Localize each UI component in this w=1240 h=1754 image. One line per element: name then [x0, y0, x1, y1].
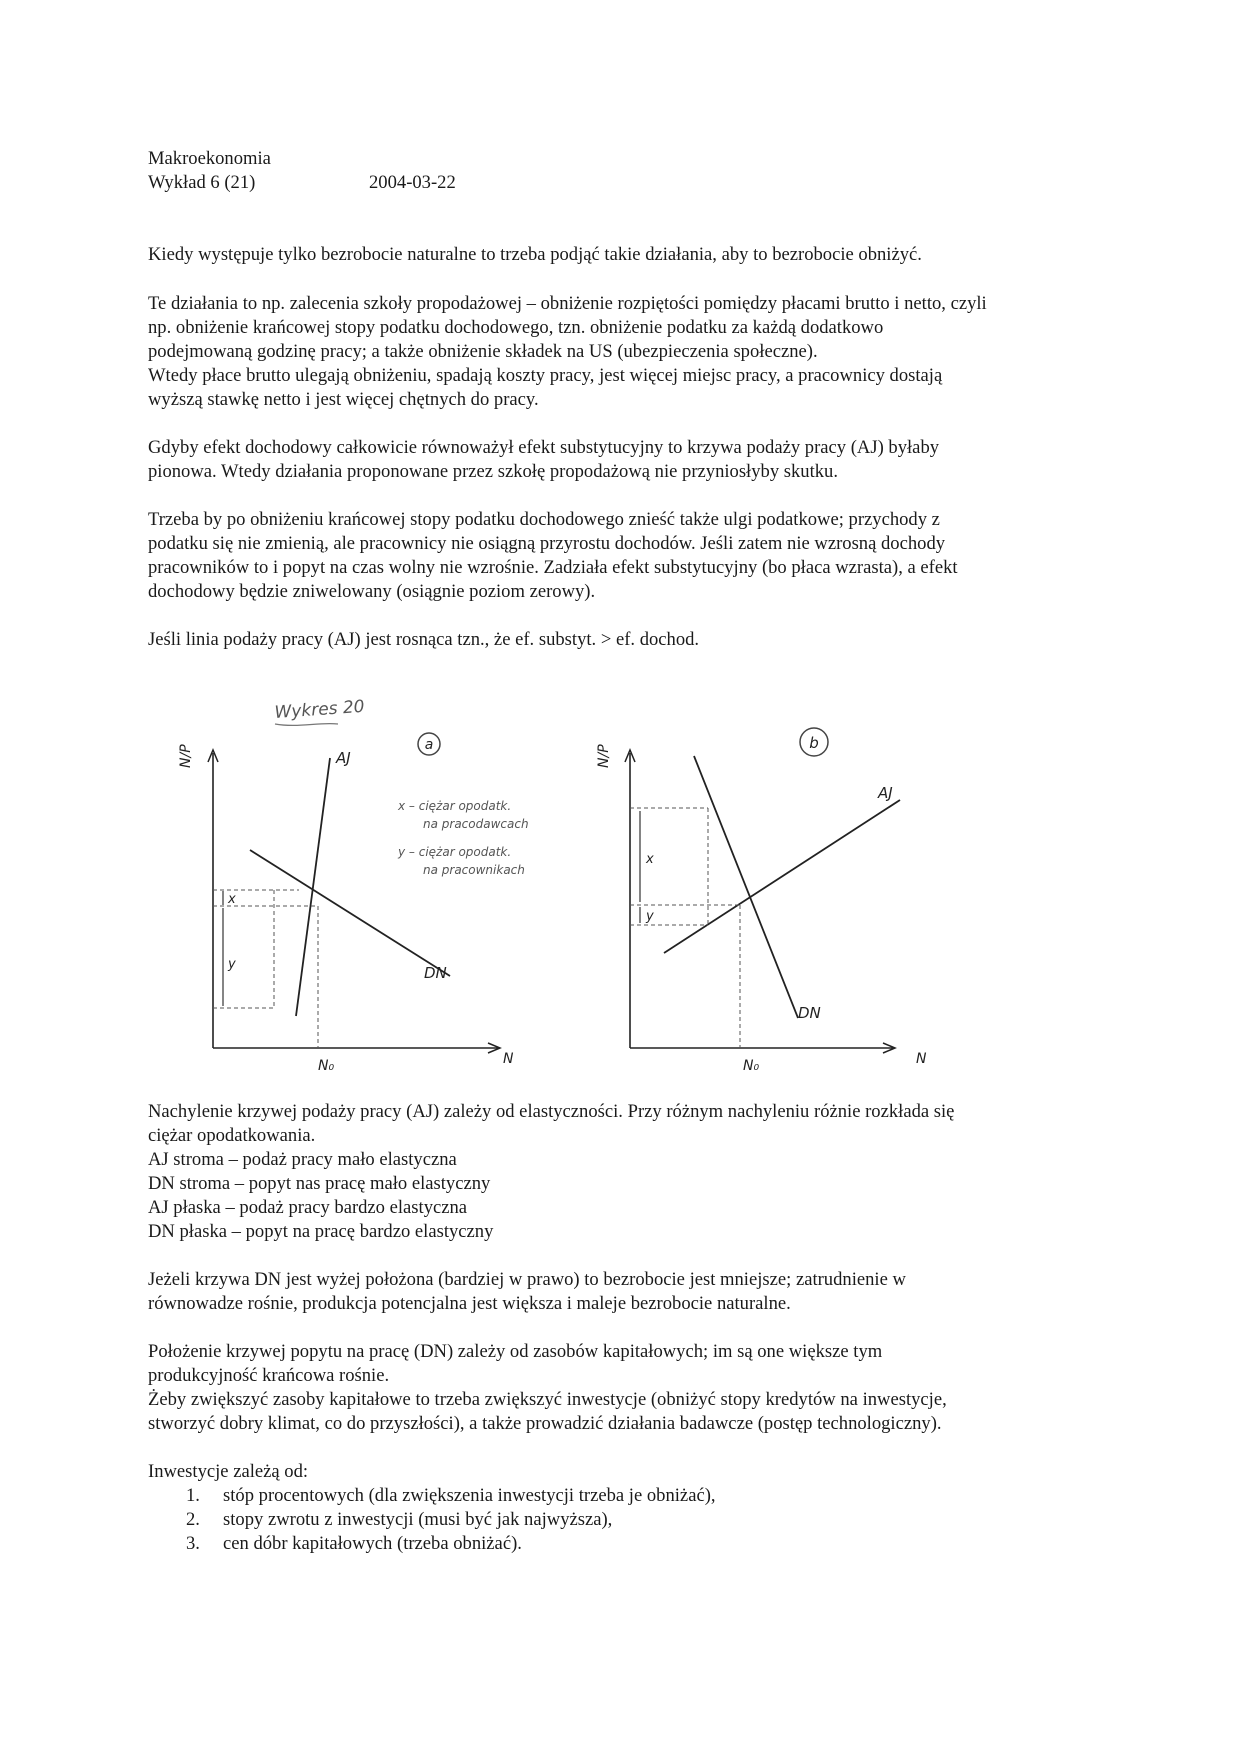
- header-lecture: Wykład 6 (21): [148, 172, 256, 193]
- title-underline: [275, 724, 338, 726]
- panel-a-x-label: N: [503, 1051, 514, 1067]
- panel-b-supply-label: AJ: [878, 784, 893, 802]
- list-item-text: stopy zwrotu z inwestycji (musi być jak najwyższa),: [223, 1509, 613, 1530]
- paragraph-7: [148, 1268, 1098, 1316]
- paragraph-line: np. obniżenie krańcowej stopy podatku dochodowego, tzn. obniżenie podatku za każdą dodatkowo: [148, 317, 884, 338]
- panel-a-note-x-1: x – ciężar opodatk.: [398, 799, 512, 813]
- panel-b-demand-label: DN: [798, 1004, 821, 1022]
- panel-a-supply-curve: [296, 758, 330, 1016]
- paragraph-line: stworzyć dobry klimat, co do przyszłości), a także prowadzić działania badawcze (postęp technologiczny).: [148, 1413, 942, 1434]
- paragraph-line: podatku się nie zmienią, ale pracownicy nie osiągną przyrostu dochodów. Jeśli zatem nie wzrosną dochody: [148, 533, 946, 554]
- paragraph-line: DN płaska – popyt na pracę bardzo elastyczny: [148, 1221, 494, 1242]
- header-date: 2004-03-22: [369, 172, 456, 193]
- panel-a-note-y-2: na pracownikach: [423, 863, 525, 877]
- paragraph-line: pionowa. Wtedy działania proponowane przez szkołę propodażową nie przyniosłyby skutku.: [148, 461, 839, 482]
- panel-b-n0-label: N₀: [743, 1058, 760, 1074]
- panel-a-note-x-2: na pracodawcach: [423, 817, 529, 831]
- paragraph-1: [148, 243, 1098, 267]
- panel-a-supply-label: AJ: [336, 749, 351, 767]
- panel-a-note-y-1: y – ciężar opodatk.: [398, 845, 512, 859]
- panel-b-supply-curve: [664, 800, 900, 953]
- paragraph-2: [148, 292, 1098, 412]
- paragraph-line: AJ płaska – podaż pracy bardzo elastyczna: [148, 1197, 468, 1218]
- panel-b-x-mark: x: [646, 852, 654, 867]
- panel-a-demand-label: DN: [424, 964, 447, 982]
- paragraph-line: Jeśli linia podaży pracy (AJ) jest rosnąca tzn., że ef. substyt. > ef. dochod.: [148, 629, 700, 650]
- paragraph-line: Inwestycje zależą od:: [148, 1461, 309, 1482]
- paragraph-line: pracowników to i popyt na czas wolny nie wzrośnie. Zadziała efekt substytucyjny (bo płaca wzrasta), a efekt: [148, 557, 958, 578]
- list-item-number: 3.: [186, 1533, 200, 1554]
- panel-a-x-mark: x: [228, 892, 236, 907]
- paragraph-8: [148, 1340, 1098, 1436]
- panel-b: [596, 728, 927, 1074]
- paragraph-line: Położenie krzywej popytu na pracę (DN) zależy od zasobów kapitałowych; im są one większe tym: [148, 1341, 883, 1362]
- paragraph-line: produkcyjność krańcowa rośnie.: [148, 1365, 390, 1386]
- paragraph-line: ciężar opodatkowania.: [148, 1125, 316, 1146]
- paragraph-line: równowadze rośnie, produkcja potencjalna jest większa i maleje bezrobocie naturalne.: [148, 1293, 791, 1314]
- header-subject: Makroekonomia: [148, 148, 271, 169]
- paragraph-line: wyższą stawkę netto i jest więcej chętnych do pracy.: [148, 389, 539, 410]
- paragraph-5: [148, 628, 1098, 652]
- panel-b-label: b: [809, 734, 819, 752]
- paragraph-line: Trzeba by po obniżeniu krańcowej stopy podatku dochodowego znieść także ulgi podatkowe; przychody z: [148, 509, 940, 530]
- panel-a-y-label: N/P: [178, 744, 194, 768]
- paragraph-line: AJ stroma – podaż pracy mało elastyczna: [148, 1149, 457, 1170]
- paragraph-line: Wtedy płace brutto ulegają obniżeniu, spadają koszty pracy, jest więcej miejsc pracy, a pracownicy dostają: [148, 365, 943, 386]
- paragraph-line: Nachylenie krzywej podaży pracy (AJ) zależy od elastyczności. Przy różnym nachyleniu różnie rozkłada się: [148, 1101, 955, 1122]
- panel-a-y-mark: y: [228, 957, 236, 972]
- paragraph-line: Jeżeli krzywa DN jest wyżej położona (bardziej w prawo) to bezrobocie jest mniejsze; zatrudnienie w: [148, 1269, 906, 1290]
- panel-a-demand-curve: [250, 850, 450, 976]
- paragraph-line: Kiedy występuje tylko bezrobocie naturalne to trzeba podjąć takie działania, aby to bezrobocie obniżyć.: [148, 244, 922, 265]
- paragraph-line: DN stroma – popyt nas pracę mało elastyczny: [148, 1173, 491, 1194]
- document-header: [148, 147, 1098, 195]
- figure-title: Wykres 20: [273, 696, 366, 723]
- paragraph-3: [148, 436, 1098, 484]
- list-item-number: 1.: [186, 1485, 200, 1506]
- paragraph-line: Gdyby efekt dochodowy całkowicie równoważył efekt substytucyjny to krzywa podaży pracy (AJ) byłaby: [148, 437, 940, 458]
- panel-b-y-mark: y: [646, 909, 654, 924]
- panel-a-n0-label: N₀: [318, 1058, 335, 1074]
- paragraph-line: Żeby zwiększyć zasoby kapitałowe to trzeba zwiększyć inwestycje (obniżyć stopy kredytów na inwestycje,: [148, 1389, 947, 1410]
- paragraph-6: [148, 1100, 1098, 1244]
- list-item-text: cen dóbr kapitałowych (trzeba obniżać).: [223, 1533, 522, 1554]
- panel-b-demand-curve: [694, 756, 798, 1018]
- list-item-number: 2.: [186, 1509, 200, 1530]
- paragraph-9: [148, 1460, 1098, 1484]
- figure-svg: [178, 678, 992, 1088]
- paragraph-line: podejmowaną godzinę pracy; a także obniżenie składek na US (ubezpieczenia społeczne).: [148, 341, 818, 362]
- paragraph-line: dochodowy będzie zniwelowany (osiągnie poziom zerowy).: [148, 581, 596, 602]
- list-item-text: stóp procentowych (dla zwiększenia inwestycji trzeba je obniżać),: [223, 1485, 716, 1506]
- labor-market-figure: [178, 678, 992, 1088]
- panel-b-y-label: N/P: [596, 744, 612, 768]
- paragraph-line: Te działania to np. zalecenia szkoły propodażowej – obniżenie rozpiętości pomiędzy płacami brutto i netto, czyli: [148, 293, 987, 314]
- panel-b-x-label: N: [916, 1051, 927, 1067]
- panel-a: [178, 733, 529, 1074]
- paragraph-4: [148, 508, 1098, 604]
- panel-a-label: a: [424, 737, 434, 753]
